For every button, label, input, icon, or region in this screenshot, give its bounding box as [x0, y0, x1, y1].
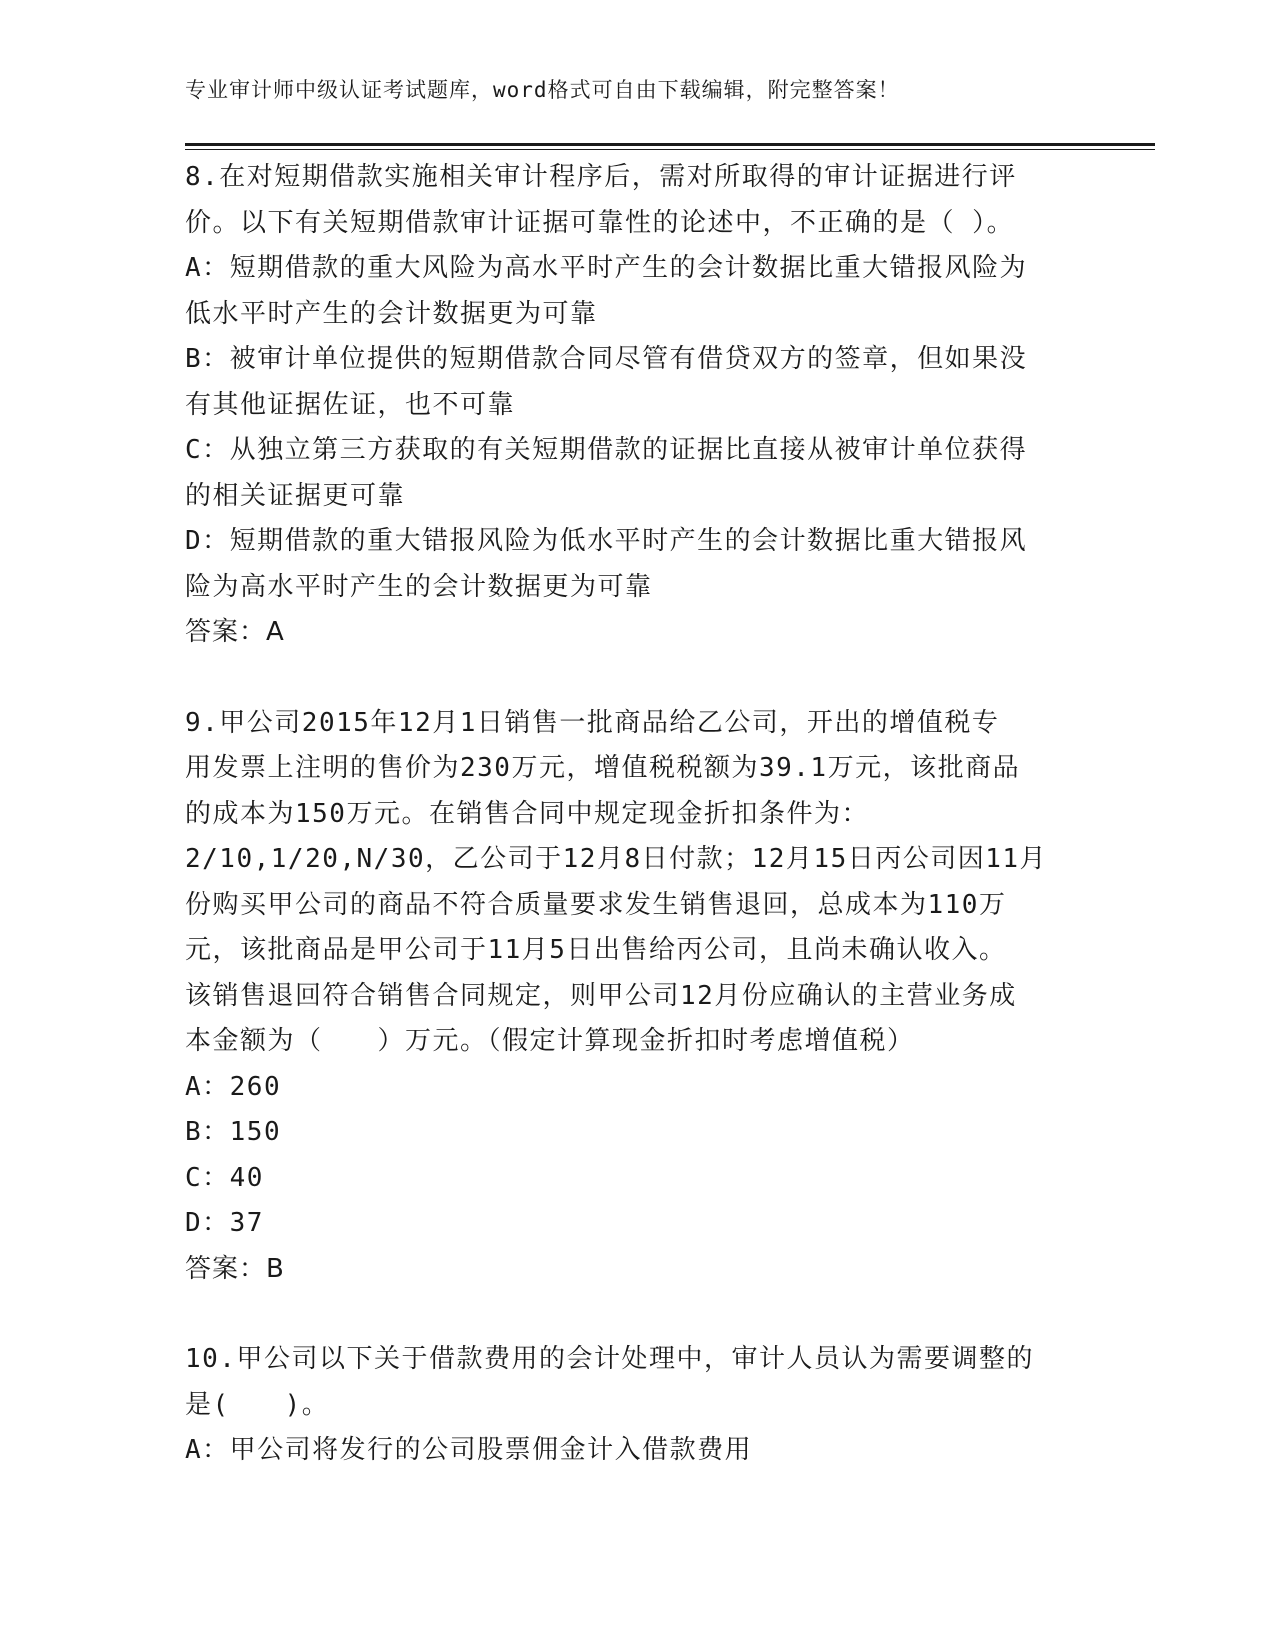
page-header: 专业审计师中级认证考试题库，word格式可自由下载编辑，附完整答案！ — [185, 78, 900, 102]
question-block — [185, 1337, 1085, 1474]
question-line: 元，该批商品是甲公司于11月5日出售给丙公司，且尚未确认收入。 — [185, 935, 1007, 965]
question-line: 是( )。 — [185, 1389, 330, 1420]
option-line: A：甲公司将发行的公司股票佣金计入借款费用 — [185, 1435, 753, 1465]
question-line: 本金额为（ ）万元。（假定计算现金折扣时考虑增值税） — [185, 1026, 915, 1056]
question-block — [185, 155, 1085, 656]
option-line: 低水平时产生的会计数据更为可靠 — [185, 298, 598, 329]
question-line: 2/10,1/20,N/30，乙公司于12月8日付款；12月15日丙公司因11月 — [185, 844, 1048, 874]
answer-line: 答案：A — [185, 617, 285, 647]
question-line: 10.甲公司以下关于借款费用的会计处理中，审计人员认为需要调整的 — [185, 1344, 1034, 1374]
question-list — [185, 155, 1085, 1474]
answer-line: 答案：B — [185, 1253, 285, 1284]
option-line: A：短期借款的重大风险为高水平时产生的会计数据比重大错报风险为 — [185, 253, 1028, 283]
option-line: B：被审计单位提供的短期借款合同尽管有借贷双方的签章，但如果没 — [185, 344, 1028, 374]
spacer — [185, 1292, 1085, 1337]
question-line: 的成本为150万元。在销售合同中规定现金折扣条件为： — [185, 798, 869, 829]
option-line: 险为高水平时产生的会计数据更为可靠 — [185, 571, 653, 602]
question-block — [185, 701, 1085, 1293]
option-line: A：260 — [185, 1071, 282, 1102]
spacer — [185, 656, 1085, 701]
option-line: 的相关证据更可靠 — [185, 480, 406, 511]
option-line: D：短期借款的重大错报风险为低水平时产生的会计数据比重大错报风 — [185, 526, 1028, 556]
option-line: D：37 — [185, 1208, 264, 1238]
header-divider-thick — [185, 143, 1155, 146]
option-line: B：150 — [185, 1117, 282, 1147]
header-divider-thin — [185, 149, 1155, 150]
question-line: 份购买甲公司的商品不符合质量要求发生销售退回，总成本为110万 — [185, 889, 1007, 920]
question-line: 价。以下有关短期借款审计证据可靠性的论述中，不正确的是（ ）。 — [185, 207, 1015, 238]
question-line: 该销售退回符合销售合同规定，则甲公司12月份应确认的主营业务成 — [185, 980, 1017, 1011]
option-line: 有其他证据佐证，也不可靠 — [185, 389, 516, 420]
question-line: 9.甲公司2015年12月1日销售一批商品给乙公司，开出的增值税专 — [185, 707, 1000, 738]
question-line: 用发票上注明的售价为230万元，增值税税额为39.1万元，该批商品 — [185, 753, 1021, 783]
question-line: 8.在对短期借款实施相关审计程序后，需对所取得的审计证据进行评 — [185, 162, 1017, 192]
option-line: C：从独立第三方获取的有关短期借款的证据比直接从被审计单位获得 — [185, 435, 1028, 465]
option-line: C：40 — [185, 1162, 264, 1193]
